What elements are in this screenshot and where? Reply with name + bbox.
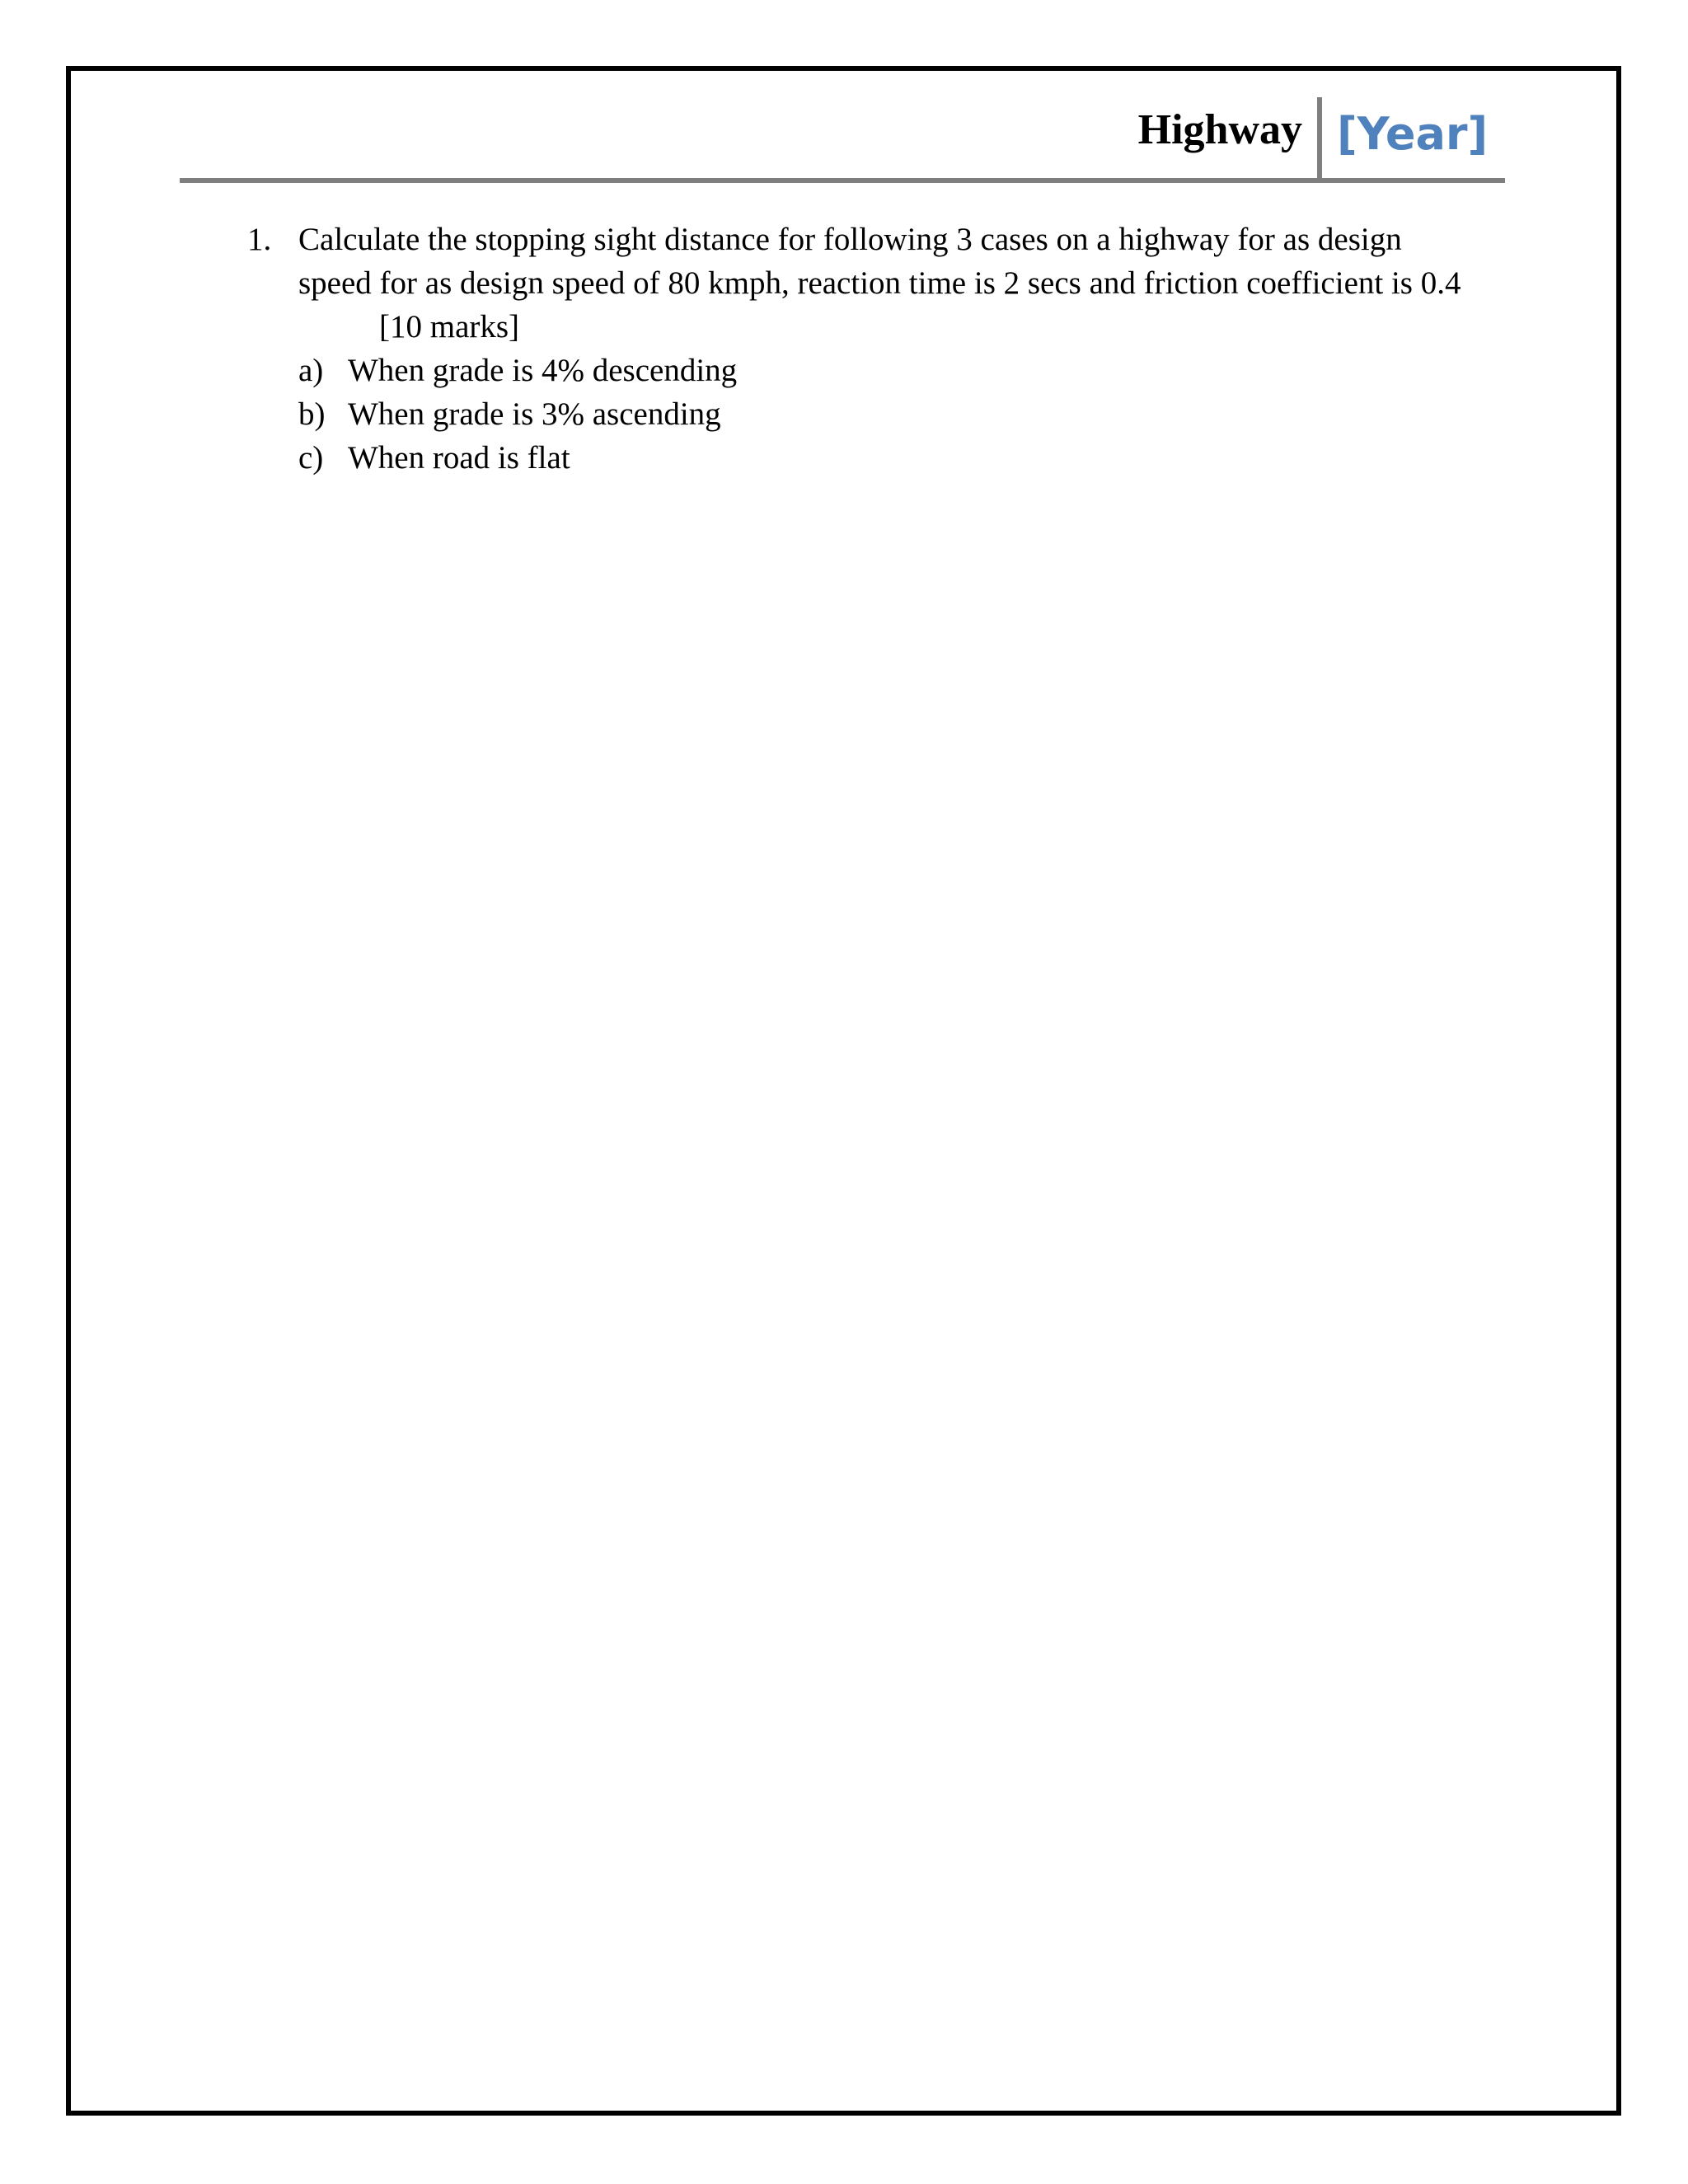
sub-question-letter: b) [298, 396, 326, 432]
question-1 [247, 218, 1467, 480]
sub-question-text: When road is flat [348, 440, 570, 476]
question-number: 1. [247, 222, 272, 257]
question-marks: [10 marks] [379, 309, 520, 344]
sub-question-text: When grade is 4% descending [348, 353, 738, 388]
header-title: Highway [1137, 106, 1302, 153]
header-divider [1317, 97, 1322, 183]
sub-question-letter: c) [298, 440, 324, 476]
sub-question [298, 436, 1467, 480]
question-text: Calculate the stopping sight distance for following 3 cases on a highway for as design speed for as design speed of 80 kmph, reaction time is 2 secs and friction coefficient is 0.4 [298, 222, 1461, 301]
sub-question-list [247, 349, 1467, 480]
sub-question [298, 349, 1467, 392]
sub-question-text: When grade is 3% ascending [348, 396, 721, 432]
question-body [298, 218, 1467, 349]
sub-question [298, 392, 1467, 436]
sub-question-letter: a) [298, 353, 324, 388]
header-rule [180, 178, 1505, 183]
page-header [180, 91, 1505, 183]
header-year-placeholder[interactable]: [Year] [1337, 108, 1489, 160]
